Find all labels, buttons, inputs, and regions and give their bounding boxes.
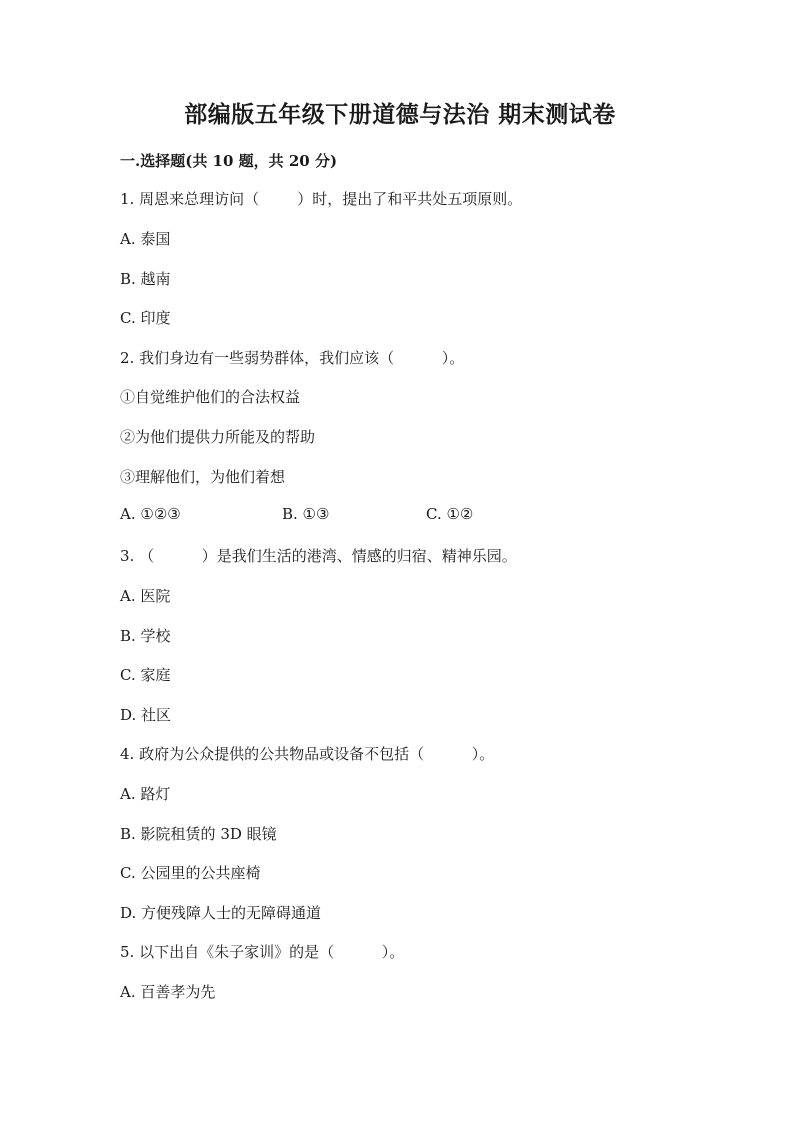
question-4-option-b: B. 影院租赁的 3D 眼镜 (120, 825, 277, 843)
question-1-option-c: C. 印度 (120, 309, 171, 327)
page-title: 部编版五年级下册道德与法治 期末测试卷 (184, 101, 616, 128)
question-1-option-b: B. 越南 (120, 270, 171, 288)
question-5-stem: 5. 以下出自《朱子家训》的是（ ）。 (120, 943, 405, 961)
question-1-option-a: A. 泰国 (120, 230, 171, 248)
question-2-statement-1: ①自觉维护他们的合法权益 (120, 388, 301, 406)
section-heading: 一.选择题(共 10 题，共 20 分) (120, 152, 338, 170)
question-4-stem: 4. 政府为公众提供的公共物品或设备不包括（ ）。 (120, 745, 495, 763)
question-3-option-a: A. 医院 (120, 587, 171, 605)
question-4-option-a: A. 路灯 (120, 785, 171, 803)
question-3-stem: 3. （ ）是我们生活的港湾、情感的归宿、精神乐园。 (120, 547, 517, 565)
question-3-option-d: D. 社区 (120, 706, 172, 724)
question-3-option-c: C. 家庭 (120, 666, 171, 684)
question-2-option-c: C. ①② (426, 505, 474, 523)
question-1-stem: 1. 周恩来总理访问（ ）时，提出了和平共处五项原则。 (120, 190, 523, 208)
question-4-option-d: D. 方便残障人士的无障碍通道 (120, 904, 322, 922)
question-2-stem: 2. 我们身边有一些弱势群体，我们应该（ ）。 (120, 349, 465, 367)
question-2-option-b: B. ①③ (282, 505, 330, 523)
question-5-option-a: A. 百善孝为先 (120, 983, 216, 1001)
question-4-option-c: C. 公园里的公共座椅 (120, 864, 261, 882)
question-2-option-a: A. ①②③ (120, 505, 181, 523)
question-3-option-b: B. 学校 (120, 627, 171, 645)
question-2-statement-2: ②为他们提供力所能及的帮助 (120, 428, 316, 446)
question-2-statement-3: ③理解他们，为他们着想 (120, 468, 286, 486)
question-2-options-row (120, 505, 620, 527)
